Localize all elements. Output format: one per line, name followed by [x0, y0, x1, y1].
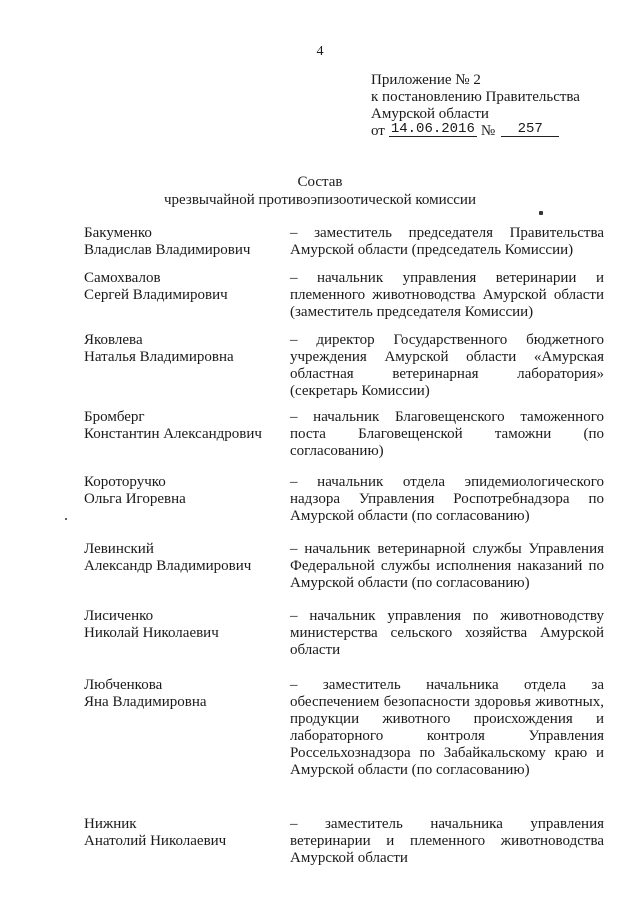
appendix-title: Приложение № 2 [371, 72, 481, 88]
appendix-region: Амурской области [371, 106, 489, 122]
member-given-names: Анатолий Николаевич [84, 833, 227, 849]
member-name [84, 225, 284, 259]
appendix-date-number-line [371, 123, 580, 140]
member-surname: Лисиченко [84, 608, 154, 624]
member-surname: Любченкова [84, 677, 163, 693]
member-surname: Нижник [84, 816, 137, 832]
scan-speck [65, 518, 67, 520]
appendix-number-field: 257 [501, 122, 559, 137]
member-role: – начальник ветеринарной службы Управления Федеральной службы исполнения наказаний по Амурской области (по согласованию) [290, 541, 604, 591]
document-title-line2: чрезвычайной противоэпизоотической комиссии [164, 192, 476, 208]
member-role: – начальник управления ветеринарии и племенного животноводства Амурской области (заместитель председателя Комиссии) [290, 270, 604, 320]
member-role: – начальник отдела эпидемиологического надзора Управления Роспотребнадзора по Амурской области (по согласованию) [290, 474, 604, 524]
appendix-from-label: от [371, 123, 385, 139]
member-name [84, 270, 284, 304]
member-surname: Левинский [84, 541, 154, 557]
member-given-names: Константин Александрович [84, 426, 262, 442]
member-name [84, 677, 284, 711]
member-role: – директор Государственного бюджетного учреждения Амурской области «Амурская областная ветеринарная лаборатория» (секретарь Комиссии) [290, 332, 604, 399]
member-given-names: Николай Николаевич [84, 625, 219, 641]
member-role: – начальник Благовещенского таможенного поста Благовещенской таможни (по согласованию) [290, 409, 604, 459]
member-name [84, 541, 284, 575]
member-role: – заместитель начальника управления ветеринарии и племенного животноводства Амурской области [290, 816, 604, 866]
appendix-resolution-ref: к постановлению Правительства [371, 89, 580, 105]
member-name [84, 608, 284, 642]
member-given-names: Сергей Владимирович [84, 287, 228, 303]
appendix-number-label: № [480, 123, 496, 139]
member-name [84, 332, 284, 366]
appendix-date-field: 14.06.2016 [390, 121, 475, 137]
member-surname: Короторучко [84, 474, 166, 490]
page-number: 4 [316, 44, 324, 59]
member-name [84, 816, 284, 850]
appendix-header [371, 72, 580, 140]
document-title-line1: Состав [297, 174, 343, 190]
member-surname: Бромберг [84, 409, 145, 425]
member-surname: Бакуменко [84, 225, 152, 241]
scan-speck [539, 211, 543, 215]
member-name [84, 409, 284, 443]
member-given-names: Яна Владимировна [84, 694, 207, 710]
member-given-names: Александр Владимирович [84, 558, 252, 574]
member-role: – заместитель начальника отдела за обеспечением безопасности здоровья животных, продукции животного происхождения и лабораторного контроля Управления Россельхознадзора по Забайкальскому краю и Амурской области (по согласованию) [290, 677, 604, 778]
member-given-names: Владислав Владимирович [84, 242, 251, 258]
member-given-names: Наталья Владимировна [84, 349, 234, 365]
document-title [0, 173, 640, 209]
member-name [84, 474, 284, 508]
member-role: – начальник управления по животноводству министерства сельского хозяйства Амурской области [290, 608, 604, 658]
member-surname: Яковлева [84, 332, 143, 348]
member-role: – заместитель председателя Правительства Амурской области (председатель Комиссии) [290, 225, 604, 258]
member-surname: Самохвалов [84, 270, 161, 286]
member-given-names: Ольга Игоревна [84, 491, 186, 507]
